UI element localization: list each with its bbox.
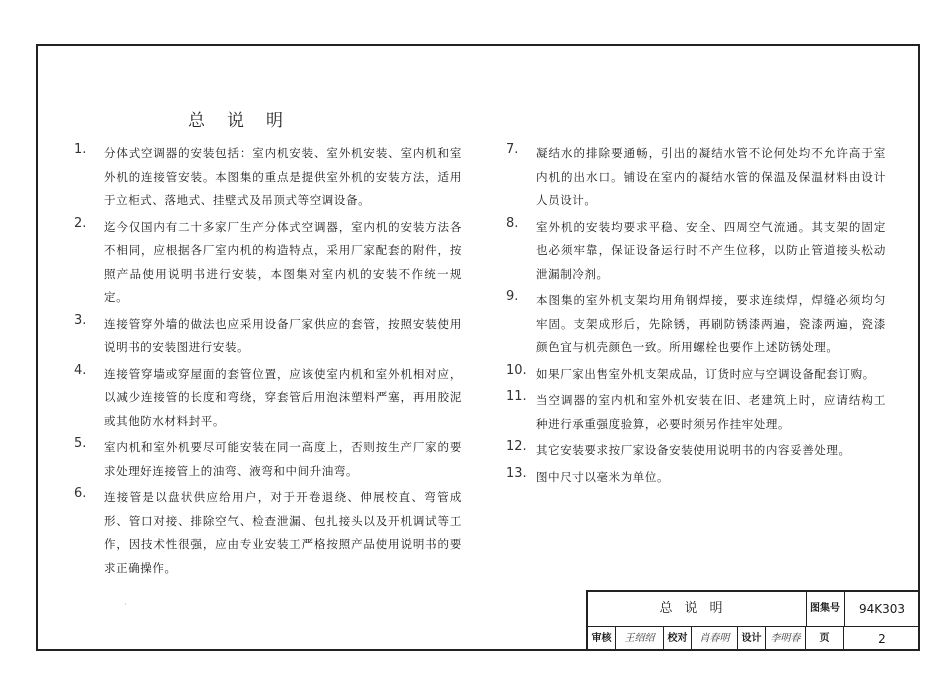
note-item — [74, 486, 462, 580]
atlas-number-label: 图集号 — [806, 592, 845, 626]
note-text: 连接管是以盘状供应给用户，对于开卷退绕、伸展校直、弯管成形、管口对接、排除空气、检查泄漏、包扎接头以及开机调试等工作，因技术性很强，应由专业安装工严格按照产品使用说明书的要求正确操作。 — [104, 490, 462, 575]
title-block-title: 总说明 — [588, 592, 807, 626]
note-text: 本图集的室外机支架均用角钢焊接，要求连续焊，焊缝必须均匀牢固。支架成形后，先除锈，再刷防锈漆两遍，瓷漆两遍，瓷漆颜色宜与机壳颜色一致。所用螺栓也要作上述防锈处理。 — [536, 293, 886, 354]
note-text: 其它安装要求按厂家设备安装使用说明书的内容妥善处理。 — [536, 443, 851, 457]
note-number: 3. — [74, 312, 87, 328]
notes-left-column — [74, 142, 462, 583]
note-text: 当空调器的室内机和室外机安装在旧、老建筑上时，应请结构工种进行承重强度验算，必要时须另作挂牢处理。 — [536, 393, 886, 431]
note-item — [74, 313, 462, 360]
title-block — [586, 590, 920, 651]
note-text: 迄今仅国内有二十多家厂生产分体式空调器，室内机的安装方法各不相同，应根据各厂室内机的构造特点，采用厂家配套的附件，按照产品使用说明书进行安装，本图集对室内机的安装不作统一规定。 — [104, 219, 462, 304]
note-number: 13. — [506, 465, 527, 481]
note-number: 5. — [74, 436, 87, 451]
note-text: 室外机的安装均要求平稳、安全、四周空气流通。其支架的固定也必须牢靠，保证设备运行时不产生位移，以防止管道接头松动泄漏制冷剂。 — [536, 219, 886, 281]
note-number: 11. — [506, 389, 527, 404]
notes-right-column — [506, 142, 886, 492]
review-label: 审核 — [588, 627, 616, 651]
note-number: 2. — [74, 215, 87, 231]
note-number: 12. — [506, 439, 527, 454]
note-item — [506, 142, 886, 213]
note-item — [506, 216, 886, 287]
check-label: 校对 — [664, 627, 692, 651]
design-label: 设计 — [738, 627, 766, 651]
review-signature: 王绍绍 — [616, 627, 664, 651]
note-item — [74, 216, 462, 310]
atlas-number: 94K303 — [858, 602, 906, 616]
note-text: 连接管穿外墙的做法也应采用设备厂家供应的套管，按照安装使用说明书的安装图进行安装。 — [104, 316, 462, 354]
scan-speck: · — [124, 600, 127, 609]
note-number: 4. — [74, 362, 87, 378]
note-number: 7. — [506, 142, 519, 157]
design-signature: 李明春 — [766, 627, 806, 651]
page-number: 2 — [878, 632, 886, 646]
note-item — [74, 436, 462, 483]
note-text: 室内机和室外机要尽可能安装在同一高度上，否则按生产厂家的要求处理好连接管上的油弯、液弯和中间升油弯。 — [104, 440, 462, 478]
note-text: 分体式空调器的安装包括：室内机安装、室外机安装、室内机和室外机的连接管安装。本图集的重点是提供室外机的安装方法，适用于立柜式、落地式、挂壁式及吊顶式等空调设备。 — [104, 146, 462, 207]
note-item — [506, 439, 886, 463]
note-number: 8. — [506, 215, 519, 231]
note-number: 10. — [506, 362, 527, 378]
note-item — [506, 466, 886, 490]
check-signature: 肖春明 — [692, 627, 738, 651]
note-item — [74, 142, 462, 213]
note-item — [506, 289, 886, 360]
note-number: 1. — [74, 142, 87, 157]
note-text: 凝结水的排除要通畅，引出的凝结水管不论何处均不允许高于室内机的出水口。铺设在室内的凝结水管的保温及保温材料由设计人员设计。 — [536, 146, 886, 207]
title-block-signature-row — [588, 627, 920, 651]
note-number: 6. — [74, 486, 87, 501]
note-item — [74, 363, 462, 434]
note-item — [506, 389, 886, 436]
page-title: 总说明 — [188, 111, 305, 131]
page-label: 页 — [806, 627, 844, 651]
note-number: 9. — [506, 289, 519, 304]
note-text: 连接管穿墙或穿屋面的套管位置，应该使室内机和室外机相对应，以减少连接管的长度和弯绕，穿套管后用泡沫塑料严塞，再用胶泥或其他防水材料封平。 — [104, 366, 462, 428]
note-item — [506, 363, 886, 387]
title-block-top-row — [588, 592, 920, 627]
note-text: 如果厂家出售室外机支架成品，订货时应与空调设备配套订购。 — [536, 366, 875, 381]
note-text: 图中尺寸以毫米为单位。 — [536, 469, 670, 484]
